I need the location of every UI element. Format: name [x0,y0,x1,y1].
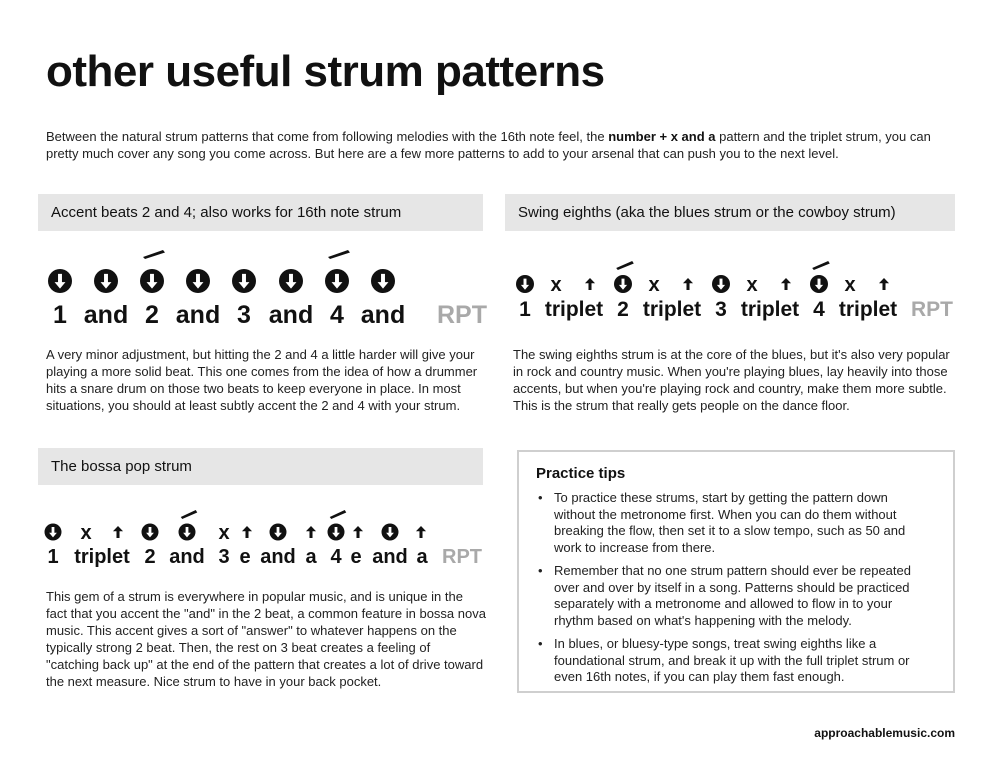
beat-label: triplet [740,298,800,321]
practice-tips-title: Practice tips [536,465,626,482]
strum-pattern-bossa-svg [38,505,493,575]
up-strum-icon [416,526,426,538]
rest-x-mark: x [218,522,230,545]
section-body-bossa: This gem of a strum is everywhere in popular music, and is unique in the fact that you accent the "and" in the 2 beat, a common feature in bossa nova music. This accent gives a sort of "answer" to whatever happens on the typically strong 2 beat. Then, the rest on 3 beat creates a feeling of "catching back up" at the end of the pattern that creates a lot of drive toward the next measure. Nice strum to have in your back pocket. [46,589,486,689]
section-heading-accent [38,194,483,231]
beat-label: and [169,546,205,568]
section-heading-bossa [38,448,483,485]
footer-website: approachablemusic.com [814,726,955,740]
beat-label: 3 [715,298,727,321]
beat-label: triplet [544,298,604,321]
down-strum-icon [140,269,164,293]
accent-mark [181,510,198,519]
beat-label: a [305,546,317,568]
practice-tips-box [517,450,955,693]
beat-label: triplet [74,546,130,568]
down-strum-icon [94,269,118,293]
beat-label: a [416,546,428,568]
beat-label: 4 [330,301,344,329]
beat-label: triplet [642,298,702,321]
page-title: other useful strum patterns [46,47,605,96]
practice-tips-list [536,490,928,693]
bullet-icon: • [538,636,543,651]
down-strum-icon [270,524,287,541]
accent-mark [328,250,350,259]
beat-label: 2 [145,301,159,329]
beat-label: e [239,546,251,568]
strum-pattern-bossa [38,505,493,575]
section-body-swing: The swing eighths strum is at the core of the blues, but it's also very popular in rock and country music. When you're playing blues, lay heavily into those accents, but when you're playing rock and country, make them more subtle. This is the strum that really gets people on the dance floor. [513,347,950,413]
practice-tip-item [536,490,928,556]
strum-pattern-accent [38,245,487,335]
rest-x-mark: x [648,274,660,297]
beat-label: 3 [237,301,251,329]
beat-label: 1 [53,301,67,329]
section-heading-swing [505,194,955,231]
beat-label: and [360,301,406,329]
beat-label: 2 [144,546,156,568]
up-strum-icon [781,278,791,290]
accent-mark [616,261,634,270]
intro-bold-term: number + x and a [608,129,716,144]
beat-label: 1 [519,298,531,321]
beat-label: 3 [218,546,230,568]
down-strum-icon [712,275,730,293]
up-strum-icon [879,278,889,290]
down-strum-icon [614,275,632,293]
down-strum-icon [48,269,72,293]
section-heading-bossa-text: The bossa pop strum [51,458,192,475]
repeat-label: RPT [911,298,953,321]
beat-label: and [268,301,314,329]
repeat-label: RPT [442,546,482,568]
rest-x-mark: x [746,274,758,297]
bullet-icon: • [538,490,543,505]
down-strum-icon [45,524,62,541]
beat-label: and [260,546,296,568]
up-strum-icon [353,526,363,538]
section-body-accent: A very minor adjustment, but hitting the 2 and 4 a little harder will give your playing a more solid beat. This one comes from the idea of how a drummer hits a snare drum on those two beats to keep everyone in place. In most situations, you should at least subtly accent the 2 and 4 with your strum. [46,347,478,413]
down-strum-icon [232,269,256,293]
up-strum-icon [113,526,123,538]
rest-x-mark: x [80,522,92,545]
accent-mark [330,510,347,519]
strum-pattern-swing [505,258,960,328]
section-heading-swing-text: Swing eighths (aka the blues strum or the cowboy strum) [518,204,896,221]
intro-paragraph [46,128,958,162]
intro-text-start: Between the natural strum patterns that come from following melodies with the 16th note feel, the [46,129,609,144]
down-strum-icon [328,524,345,541]
strum-pattern-swing-svg [505,258,960,328]
accent-mark [812,261,830,270]
down-strum-icon [186,269,210,293]
up-strum-icon [306,526,316,538]
strum-pattern-accent-svg [38,245,487,335]
bullet-icon: • [538,563,543,578]
practice-tip-item [536,636,928,686]
up-strum-icon [242,526,252,538]
down-strum-icon [179,524,196,541]
down-strum-icon [371,269,395,293]
down-strum-icon [279,269,303,293]
down-strum-icon [382,524,399,541]
intro-text-end: pattern and the triplet strum, you can pretty much cover any song you come across. But here are a few more patterns to add to your arsenal that can push you to the next level. [46,129,931,161]
beat-label: 4 [330,546,342,568]
beat-label: 2 [617,298,629,321]
beat-label: and [175,301,221,329]
accent-mark [143,250,165,259]
beat-label: 1 [47,546,59,568]
rest-x-mark: x [550,274,562,297]
down-strum-icon [516,275,534,293]
beat-label: and [372,546,408,568]
beat-label: 4 [813,298,825,321]
beat-label: triplet [838,298,898,321]
down-strum-icon [325,269,349,293]
down-strum-icon [810,275,828,293]
repeat-label: RPT [437,301,487,329]
practice-tip-text: Remember that no one strum pattern should ever be repeated over and over by itself in a song. Patterns should be practiced separately with a metronome and allowed to flow in to your rhythm based on what's happening with the melody. [554,563,911,628]
up-strum-icon [683,278,693,290]
down-strum-icon [142,524,159,541]
beat-label: and [83,301,129,329]
beat-label: e [350,546,362,568]
practice-tip-text: In blues, or bluesy-type songs, treat swing eighths like a foundational strum, and break it up with the full triplet strum or even 16th notes, if you can play them fast enough. [554,636,910,684]
up-strum-icon [585,278,595,290]
section-heading-accent-text: Accent beats 2 and 4; also works for 16th note strum [51,204,402,221]
rest-x-mark: x [844,274,856,297]
practice-tip-item [536,563,928,629]
practice-tip-text: To practice these strums, start by getting the pattern down without the metronome first. When you can do them without breaking the flow, then set it to a slow tempo, such as 50 and work to increase from there. [554,490,906,555]
